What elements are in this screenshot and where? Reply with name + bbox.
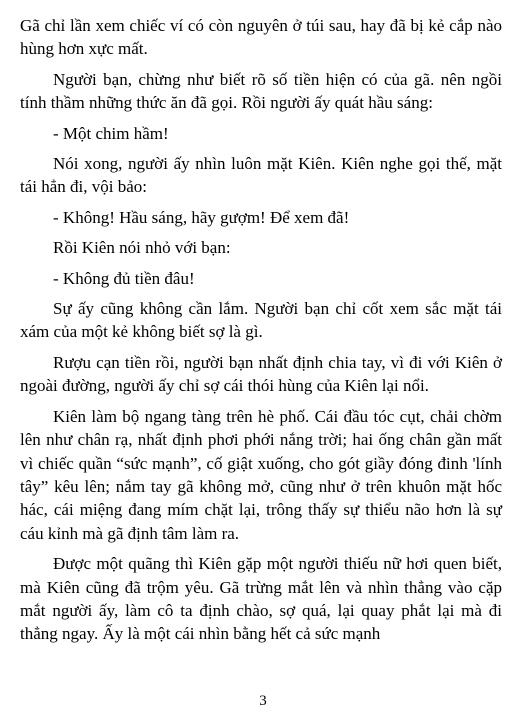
paragraph: Kiên làm bộ ngang tàng trên hè phố. Cái đầu tóc cụt, chải chờm lên như chân rạ, nhất định phơi phới nắng trời; hai ống chân gần mất vì chiếc quần “sức mạnh”, cố giật xuống, cho gót giầy đóng đinh 'lính tây” kêu lên; nắm tay gã không mở, cũng như ở trên khuôn mặt hốc hác, cái miệng đang mím chặt lại, trông thấy sự thiểu não hơn là sự cáu kỉnh mà gã định tâm làm ra. [20,406,502,543]
page-body [20,14,502,653]
paragraph: Nói xong, người ấy nhìn luôn mặt Kiên. Kiên nghe gọi thế, mặt tái hẳn đi, vội bảo: [20,154,502,197]
dialogue-line: - Một chim hầm! [53,123,169,143]
dialogue-line: - Không đủ tiền đâu! [53,268,195,288]
paragraph: Rượu cạn tiền rồi, người bạn nhất định chia tay, vì đi với Kiên ở ngoài đường, người ấy chỉ sợ cái thói hùng của Kiên lại nổi. [20,352,502,396]
dialogue-line: - Không! Hầu sáng, hãy gượm! Để xem đã! [53,207,350,227]
paragraph: Người bạn, chừng như biết rõ số tiền hiện có của gã. nên ngồi tính thầm những thức ăn đã gọi. Rồi người ấy quát hầu sáng: [20,69,502,113]
page-number: 3 [259,693,267,709]
paragraph: Được một quãng thì Kiên gặp một người thiếu nữ hơi quen biết, mà Kiên cũng đã trộm yêu. Gã trừng mắt lên và nhìn thẳng vào cặp mắt người ấy, làm cô ta định chào, sợ quá, lại quay phắt lại mà đi thẳng ngay. Ấy là một cái nhìn bằng hết cả sức mạnh [20,554,502,644]
paragraph-continuation: Gã chỉ lần xem chiếc ví có còn nguyên ở túi sau, hay đã bị kẻ cắp nào hùng hơn xực mất. [20,16,502,59]
paragraph: Sự ấy cũng không cần lắm. Người bạn chỉ cốt xem sắc mặt tái xám của một kẻ không biết sợ là gì. [20,299,502,342]
paragraph: Rồi Kiên nói nhỏ với bạn: [53,238,231,258]
